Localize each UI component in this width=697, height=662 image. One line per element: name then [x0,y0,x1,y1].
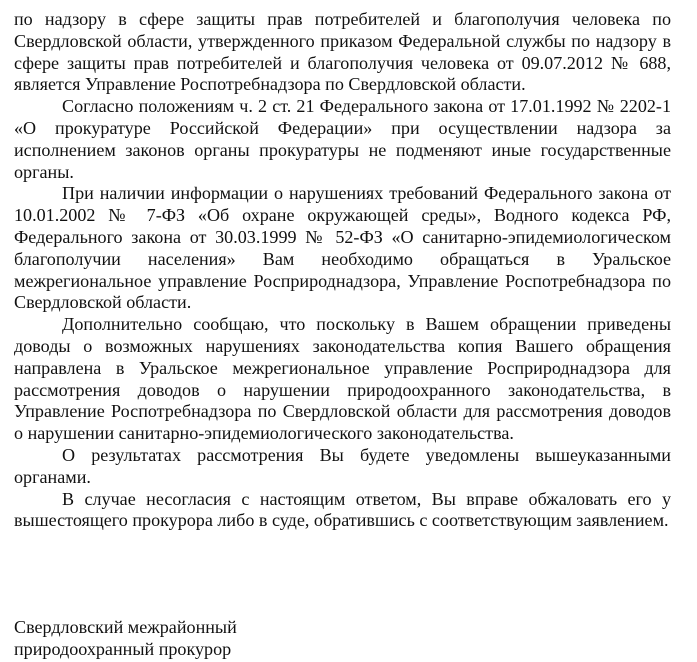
paragraph-appeal: В случае несогласия с настоящим ответом, Вы вправе обжаловать его у вышестоящего прокурора либо в суде, обратившись с соответствующим заявлением. [14,488,671,531]
signature-title-line-2: природоохранный прокурор [14,638,232,659]
paragraph-prosecutor-law: Согласно положениям ч. 2 ст. 21 Федерального закона от 17.01.1992 № 2202-1 «О прокуратуре Российской Федерации» при осуществлении надзора за исполнением законов органы прокуратуры не подменяют иные государственные органы. [14,96,671,182]
letter-body [14,9,671,532]
signature-block [14,617,237,661]
paragraph-notification: О результатах рассмотрения Вы будете уведомлены вышеуказанными органами. [14,444,671,487]
paragraph-referral: Дополнительно сообщаю, что поскольку в Вашем обращении приведены доводы о возможных нарушениях законодательства копия Вашего обращения направлена в Уральское межрегиональное управление Росприроднадзора для рассмотрения доводов о нарушении природоохранного законодательства, в Управление Роспотребнадзора по Свердловской области для рассмотрения доводов о нарушении санитарно-эпидемиологического законодательства. [14,314,671,444]
paragraph-continuation: по надзору в сфере защиты прав потребителей и благополучия человека по Свердловской области, утвержденного приказом Федеральной службы по надзору в сфере защиты прав потребителей и благополучия человека от 09.07.2012 № 688, является Управление Роспотребнадзора по Свердловской области. [14,9,671,95]
paragraph-violations-info: При наличии информации о нарушениях требований Федерального закона от 10.01.2002 № 7-ФЗ «Об охране окружающей среды», Водного кодекса РФ, Федерального закона от 30.03.1999 № 52-ФЗ «О санитарно-эпидемиологическом благополучии населения» Вам необходимо обращаться в Уральское межрегиональное управление Росприроднадзора, Управление Роспотребнадзора по Свердловской области. [14,183,671,313]
signature-title-line-1: Свердловский межрайонный [14,617,237,637]
